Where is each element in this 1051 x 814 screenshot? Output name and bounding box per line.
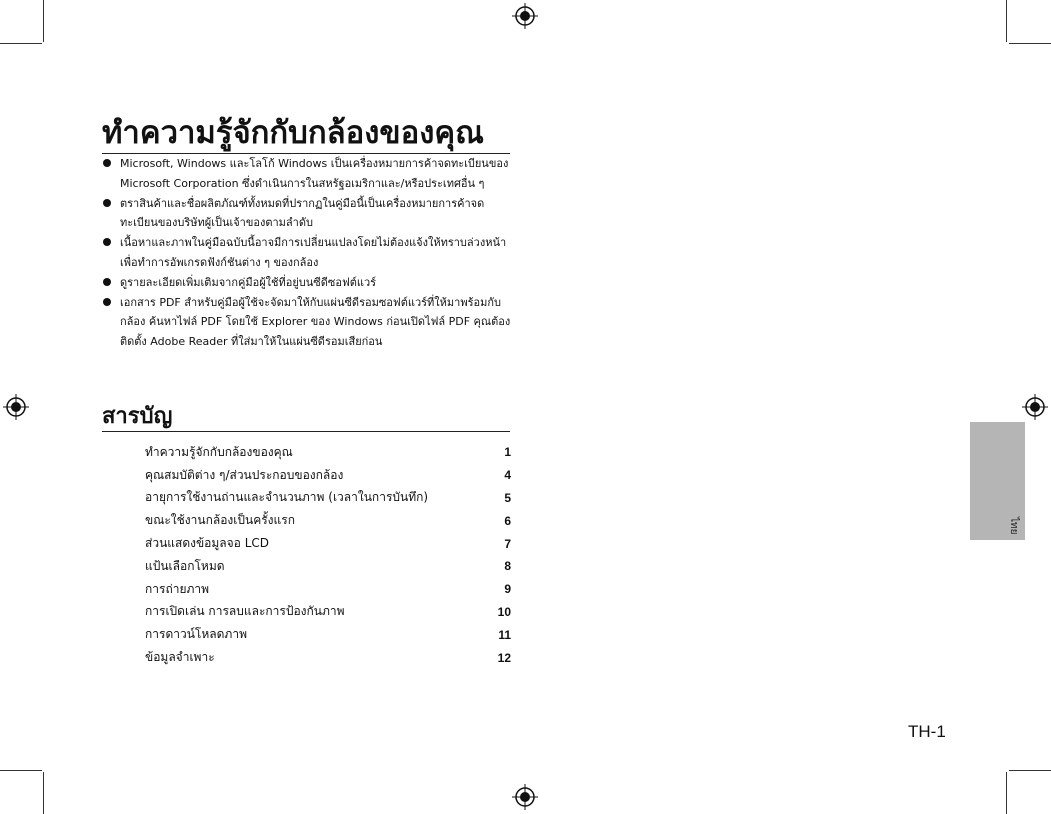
registration-mark-icon xyxy=(3,394,29,420)
toc-page: 12 xyxy=(497,650,511,665)
toc-label: การเปิดเล่น การลบและการป้องกันภาพ xyxy=(145,604,345,619)
toc-label: ขณะใช้งานกล้องเป็นครั้งแรก xyxy=(145,513,295,528)
page-number: TH-1 xyxy=(908,722,946,741)
list-item xyxy=(102,233,512,272)
toc-entry[interactable] xyxy=(145,578,511,601)
toc-entry[interactable] xyxy=(145,601,511,624)
page-title: ทำความรู้จักกับกล้องของคุณ xyxy=(102,113,510,154)
bullet-icon xyxy=(103,159,111,167)
toc-title: สารบัญ xyxy=(102,403,510,432)
toc-entry[interactable] xyxy=(145,646,511,669)
registration-mark-icon xyxy=(512,3,538,29)
crop-mark xyxy=(0,770,42,771)
toc-page: 6 xyxy=(504,513,511,528)
toc-label: ข้อมูลจำเพาะ xyxy=(145,650,215,665)
crop-mark xyxy=(43,772,44,814)
list-item xyxy=(102,154,512,193)
toc-entry[interactable] xyxy=(145,441,511,464)
registration-mark-icon xyxy=(512,784,538,810)
notes-list xyxy=(102,154,512,352)
toc-page: 8 xyxy=(504,559,511,574)
toc-entry[interactable] xyxy=(145,532,511,555)
toc-page: 5 xyxy=(504,490,511,505)
note-text: เนื้อหาและภาพในคู่มือฉบับนี้อาจมีการเปลี่ยนแปลงโดยไม่ต้องแจ้งให้ทราบล่วงหน้า เพื่อทำการอัพเกรดฟังก์ชันต่าง ๆ ของกล้อง xyxy=(120,236,507,269)
crop-mark xyxy=(1009,43,1051,44)
toc-page: 10 xyxy=(497,604,511,619)
list-item xyxy=(102,293,512,352)
toc-label: การถ่ายภาพ xyxy=(145,581,210,596)
toc-entry[interactable] xyxy=(145,623,511,646)
toc-label: การดาวน์โหลดภาพ xyxy=(145,627,247,642)
toc-label: ทำความรู้จักกับกล้องของคุณ xyxy=(145,444,293,459)
toc-page: 1 xyxy=(504,445,511,460)
crop-mark xyxy=(1006,0,1007,42)
toc-entry[interactable] xyxy=(145,555,511,578)
crop-mark xyxy=(1009,770,1051,771)
crop-mark xyxy=(1006,772,1007,814)
toc-page: 9 xyxy=(504,582,511,597)
toc-page: 11 xyxy=(498,627,511,642)
table-of-contents xyxy=(145,441,511,669)
toc-label: แป้นเลือกโหมด xyxy=(145,558,225,573)
note-text: เอกสาร PDF สำหรับคู่มือผู้ใช้จะจัดมาให้กับแผ่นซีดีรอมซอฟต์แวร์ที่ให้มาพร้อมกับกล้อง ค้นหาไฟล์ PDF โดยใช้ Explorer ของ Windows ก่อนเปิดไฟล์ PDF คุณต้องติดตั้ง Adobe Reader ที่ใส่มาให้ในแผ่นซีดีรอมเสียก่อน xyxy=(120,295,511,348)
toc-page: 7 xyxy=(504,536,511,551)
toc-entry[interactable] xyxy=(145,464,511,487)
language-tab-label: ไทย xyxy=(1008,516,1019,534)
bullet-icon xyxy=(103,298,111,306)
bullet-icon xyxy=(103,238,111,246)
note-text: Microsoft, Windows และโลโก้ Windows เป็นเครื่องหมายการค้าจดทะเบียนของ Microsoft Corporation ซึ่งดำเนินการในสหรัฐอเมริกาและ/หรือประเทศอื่น ๆ xyxy=(120,157,509,190)
list-item xyxy=(102,194,512,233)
bullet-icon xyxy=(103,199,111,207)
toc-page: 4 xyxy=(504,468,511,483)
language-tab xyxy=(970,422,1025,540)
bullet-icon xyxy=(103,278,111,286)
note-text: ดูรายละเอียดเพิ่มเติมจากคู่มือผู้ใช้ที่อยู่บนซีดีซอฟต์แวร์ xyxy=(120,275,377,289)
note-text: ตราสินค้าและชื่อผลิตภัณฑ์ทั้งหมดที่ปรากฏในคู่มือนี้เป็นเครื่องหมายการค้าจดทะเบียนของบริษัทผู้เป็นเจ้าของตามลำดับ xyxy=(120,196,485,229)
crop-mark xyxy=(43,0,44,42)
toc-label: คุณสมบัติต่าง ๆ/ส่วนประกอบของกล้อง xyxy=(145,467,344,482)
toc-entry[interactable] xyxy=(145,509,511,532)
registration-mark-icon xyxy=(1022,394,1048,420)
list-item xyxy=(102,273,512,293)
crop-mark xyxy=(0,43,42,44)
toc-label: อายุการใช้งานถ่านและจำนวนภาพ (เวลาในการบันทึก) xyxy=(145,490,429,505)
toc-entry[interactable] xyxy=(145,487,511,510)
toc-label: ส่วนแสดงข้อมูลจอ LCD xyxy=(145,536,270,551)
